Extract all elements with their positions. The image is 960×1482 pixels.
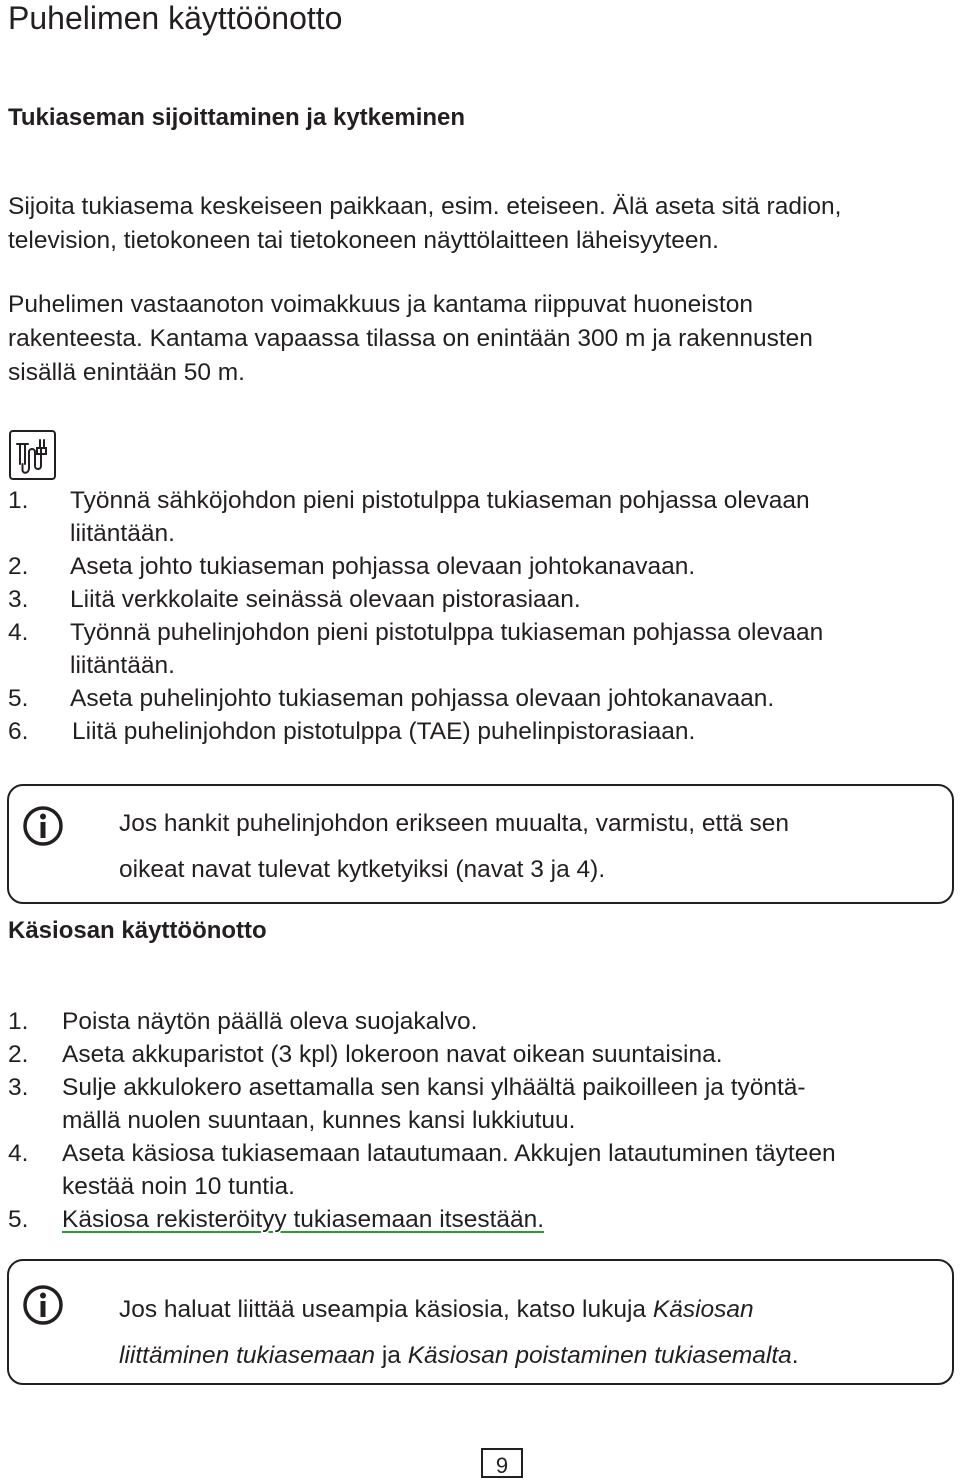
- list-item-number: 5.: [8, 685, 29, 712]
- list-item: [8, 715, 948, 748]
- list-item-text: Sulje akkulokero asettamalla sen kansi ylhäältä paikoilleen ja työntä-: [62, 1074, 806, 1101]
- list-item-number: 2.: [8, 1041, 29, 1068]
- list-item-text: Poista näytön päällä oleva suojakalvo.: [62, 1008, 478, 1035]
- list-item-text: Aseta akkuparistot (3 kpl) lokeroon navat oikean suuntaisina.: [62, 1041, 723, 1068]
- paragraph-line: Puhelimen vastaanoton voimakkuus ja kantama riippuvat huoneiston: [8, 291, 753, 318]
- note-reference: Käsiosan: [652, 1296, 754, 1323]
- list-item-text: [8, 1203, 948, 1236]
- list-item-text: Aseta puhelinjohto tukiaseman pohjassa olevaan johtokanavaan.: [70, 685, 775, 712]
- plug-socket-icon: [9, 430, 56, 480]
- list-item-text: Aseta käsiosa tukiasemaan latautumaan. Akkujen latautuminen täyteen: [62, 1140, 836, 1167]
- note-reference: liittäminen tukiasemaan: [119, 1342, 376, 1369]
- list-item: [8, 682, 948, 715]
- paragraph-line: television, tietokoneen tai tietokoneen näyttölaitteen läheisyyteen.: [8, 227, 719, 254]
- paragraph-range: [8, 288, 813, 390]
- list-item-number: 5.: [8, 1206, 29, 1233]
- list-item: [8, 550, 948, 583]
- list-item: [8, 484, 948, 550]
- paragraph-line: rakenteesta. Kantama vapaassa tilassa on enintään 300 m ja rakennusten: [8, 325, 813, 352]
- list-item-text: Työnnä sähköjohdon pieni pistotulppa tukiaseman pohjassa olevaan: [70, 487, 810, 514]
- handset-steps: [8, 1005, 948, 1236]
- info-note-more-handsets: [7, 1259, 954, 1385]
- info-icon: [23, 1283, 63, 1327]
- list-item-number: 1.: [8, 487, 29, 514]
- note-text: .: [791, 1342, 799, 1369]
- list-item-number: 3.: [8, 1074, 29, 1101]
- list-item-text: Työnnä puhelinjohdon pieni pistotulppa tukiaseman pohjassa olevaan: [70, 619, 824, 646]
- note-text: ja: [375, 1342, 408, 1369]
- list-item: [8, 1005, 948, 1038]
- list-item-text: Liitä verkkolaite seinässä olevaan pistorasiaan.: [70, 586, 581, 613]
- info-icon: [23, 804, 63, 848]
- list-item-text: Liitä puhelinjohdon pistotulppa (TAE) puhelinpistorasiaan.: [72, 718, 696, 745]
- note-text-line: [119, 1287, 754, 1333]
- page-number: 9: [481, 1448, 523, 1478]
- list-item: [8, 583, 948, 616]
- list-item-text: mällä nuolen suuntaan, kunnes kansi lukkiutuu.: [62, 1107, 576, 1134]
- list-item: [8, 1137, 948, 1203]
- note-reference: Käsiosan poistaminen tukiasemalta: [407, 1342, 792, 1369]
- paragraph-line: sisällä enintään 50 m.: [8, 359, 245, 386]
- page-title: Puhelimen käyttöönotto: [8, 0, 343, 36]
- info-note-phone-cable: [7, 784, 954, 904]
- base-station-steps: [8, 484, 948, 748]
- list-item: [8, 616, 948, 682]
- registration-link[interactable]: Käsiosa rekisteröityy tukiasemaan itsestään.: [62, 1206, 545, 1233]
- paragraph-line: Sijoita tukiasema keskeiseen paikkaan, esim. eteiseen. Älä aseta sitä radion,: [8, 193, 842, 220]
- list-item-number: 2.: [8, 553, 29, 580]
- list-item-text: liitäntään.: [70, 520, 175, 547]
- list-item: [8, 1071, 948, 1137]
- section-heading-handset: Käsiosan käyttöönotto: [8, 917, 267, 944]
- section-heading-base-station: Tukiaseman sijoittaminen ja kytkeminen: [8, 104, 466, 131]
- note-text-line: Jos hankit puhelinjohdon erikseen muualta, varmistu, että sen: [119, 810, 790, 837]
- list-item: [8, 1038, 948, 1071]
- list-item-number: 4.: [8, 619, 29, 646]
- paragraph-placement: [8, 190, 841, 258]
- list-item-number: 6.: [8, 718, 29, 745]
- list-item-text: liitäntään.: [70, 652, 175, 679]
- list-item-number: 1.: [8, 1008, 29, 1035]
- note-text-line: oikeat navat tulevat kytketyiksi (navat 3 ja 4).: [119, 856, 606, 883]
- list-item-number: 3.: [8, 586, 29, 613]
- list-item-text: Aseta johto tukiaseman pohjassa olevaan johtokanavaan.: [70, 553, 696, 580]
- note-text-line: [119, 1333, 799, 1379]
- list-item-number: 4.: [8, 1140, 29, 1167]
- note-text: Jos haluat liittää useampia käsiosia, katso lukuja: [119, 1296, 653, 1323]
- list-item-text: kestää noin 10 tuntia.: [62, 1173, 295, 1200]
- list-item: [8, 1203, 948, 1236]
